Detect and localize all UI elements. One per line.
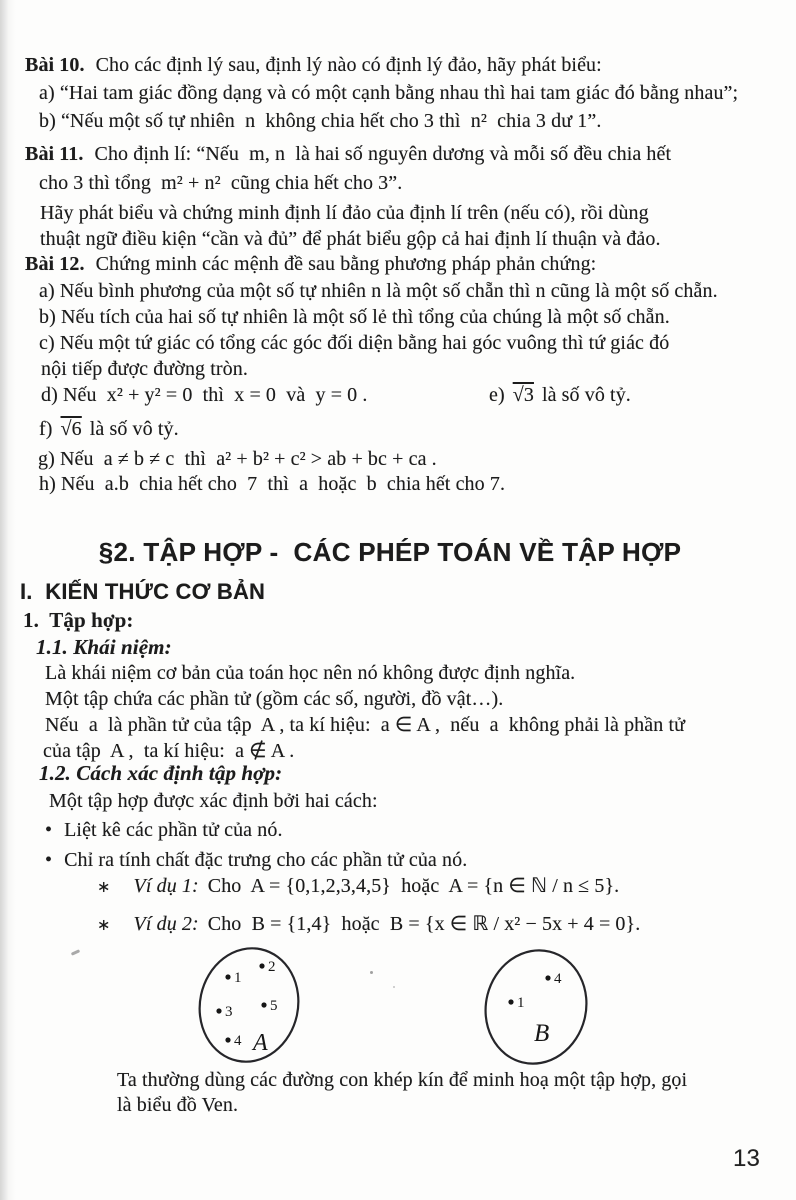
venn-b-dot [508, 999, 513, 1004]
example-1-text: Cho A = {0,1,2,3,4,5} hoặc A = {n ∈ ℕ / n ≤ 5}. [207, 875, 620, 897]
exercise-10-heading [25, 52, 602, 78]
exercise-12-item-a: a) Nếu bình phương của một số tự nhiên n là một số chẵn thì n cũng là một số chẵn. [39, 280, 718, 302]
exercise-11-heading [25, 141, 671, 167]
exercise-12-item-c-line2: nội tiếp được đường tròn. [41, 358, 248, 380]
venn-a-dot [259, 963, 264, 968]
venn-a-point-label: 5 [270, 998, 278, 1014]
exercise-10-item-b: b) “Nếu một số tự nhiên n không chia hết cho 3 thì n² chia 3 dư 1”. [39, 110, 602, 132]
section-heading: §2. TẬP HỢP - CÁC PHÉP TOÁN VỀ TẬP HỢP [98, 537, 682, 567]
subsection-1-heading: 1. Tập hợp: [23, 608, 134, 632]
example-2-line [97, 911, 640, 939]
bullet-item-2 [45, 847, 467, 873]
item-e-prefix: e) [489, 384, 505, 406]
khai-niem-line2: Một tập chứa các phần tử (gồm các số, người, đồ vật…). [45, 688, 504, 710]
venn-a-ellipse [189, 940, 309, 1071]
exercise-12-item-g: g) Nếu a ≠ b ≠ c thì a² + b² + c² > ab + bc + ca . [38, 448, 437, 470]
scan-speck [370, 971, 373, 974]
scan-speck [71, 949, 80, 956]
exercise-11-line3: Hãy phát biểu và chứng minh định lí đảo của định lí trên (nếu có), rồi dùng [40, 202, 649, 224]
exercise-12-item-e [489, 382, 631, 408]
venn-a-point-label: 3 [225, 1004, 233, 1020]
item-e-radical: √3 [512, 384, 534, 406]
venn-a-point-label: 1 [234, 970, 242, 986]
scan-speck [393, 986, 395, 988]
bullet-icon: • [45, 849, 53, 871]
exercise-12-item-f [39, 416, 179, 442]
bullet-icon: • [45, 819, 53, 841]
item-f-radical: √6 [60, 418, 82, 440]
venn-b-point-label: 1 [517, 995, 525, 1011]
venn-caption-line1: Ta thường dùng các đường con khép kín để minh hoạ một tập hợp, gọi [117, 1069, 688, 1091]
subsection-1-1-heading: 1.1. Khái niệm: [36, 635, 172, 659]
venn-a-dot [225, 974, 230, 979]
page-number: 13 [733, 1145, 760, 1172]
venn-b-ellipse [474, 940, 599, 1072]
item-f-prefix: f) [39, 418, 53, 440]
venn-set-b [474, 940, 599, 1072]
exercise-10-label: Bài 10. [25, 54, 85, 76]
bullet-1-text: Liệt kê các phần tử của nó. [64, 819, 283, 841]
exercise-12-intro: Chứng minh các mệnh đề sau bằng phương pháp phản chứng: [95, 253, 597, 275]
exercise-11-line1: Cho định lí: “Nếu m, n là hai số nguyên dương và mỗi số đều chia hết [94, 143, 672, 165]
venn-a-label: A [253, 1030, 268, 1056]
venn-b-label: B [534, 1020, 550, 1047]
venn-b-point-label: 4 [554, 971, 562, 987]
bullet-2-text: Chỉ ra tính chất đặc trưng cho các phần tử của nó. [64, 849, 468, 871]
part-i-heading: I. KIẾN THỨC CƠ BẢN [20, 579, 266, 604]
exercise-12-label: Bài 12. [25, 253, 85, 275]
asterisk-icon: ∗ [97, 917, 111, 934]
khai-niem-line3: Nếu a là phần tử của tập A , ta kí hiệu: a ∈ A , nếu a không phải là phần tử [45, 714, 686, 736]
venn-a-point-label: 2 [268, 959, 276, 975]
bullet-item-1 [45, 817, 283, 843]
venn-b-dot [545, 975, 550, 980]
exercise-12-item-d: d) Nếu x² + y² = 0 thì x = 0 và y = 0 . [41, 384, 368, 406]
asterisk-icon: ∗ [97, 879, 111, 896]
item-e-text: là số vô tỷ. [541, 384, 631, 406]
exercise-12-heading [25, 251, 596, 277]
venn-a-dot [216, 1008, 221, 1013]
venn-a-dot [261, 1002, 266, 1007]
item-f-text: là số vô tỷ. [89, 418, 179, 440]
venn-caption-line2: là biểu đồ Ven. [117, 1094, 239, 1116]
khai-niem-line4: của tập A , ta kí hiệu: a ∉ A . [43, 740, 295, 762]
exercise-10-item-a: a) “Hai tam giác đồng dạng và có một cạnh bằng nhau thì hai tam giác đó bằng nhau”; [39, 82, 739, 104]
khai-niem-line1: Là khái niệm cơ bản của toán học nên nó không được định nghĩa. [45, 662, 576, 684]
exercise-10-intro: Cho các định lý sau, định lý nào có định lý đảo, hãy phát biểu: [95, 54, 602, 76]
subsection-1-2-heading: 1.2. Cách xác định tập hợp: [39, 761, 283, 785]
exercise-11-line4: thuật ngữ điều kiện “cần và đủ” để phát biểu gộp cả hai định lí thuận và đảo. [40, 228, 661, 250]
example-2-text: Cho B = {1,4} hoặc B = {x ∈ ℝ / x² − 5x + 4 = 0}. [207, 913, 641, 935]
exercise-11-label: Bài 11. [25, 143, 84, 165]
example-2-label: Ví dụ 2: [133, 913, 199, 935]
example-1-line [97, 873, 619, 901]
exercise-11-line2: cho 3 thì tổng m² + n² cũng chia hết cho 3”. [39, 172, 403, 194]
exercise-12-item-c-line1: c) Nếu một tứ giác có tổng các góc đối diện bằng hai góc vuông thì tứ giác đó [39, 332, 670, 354]
exercise-12-item-b: b) Nếu tích của hai số tự nhiên là một số lẻ thì tổng của chúng là một số chẵn. [39, 306, 670, 328]
venn-diagram [170, 940, 640, 1072]
exercise-12-item-h: h) Nếu a.b chia hết cho 7 thì a hoặc b chia hết cho 7. [39, 473, 506, 495]
venn-set-a [189, 940, 309, 1071]
venn-a-point-label: 4 [234, 1033, 242, 1049]
sub12-intro: Một tập hợp được xác định bởi hai cách: [49, 790, 378, 812]
venn-a-dot [225, 1037, 230, 1042]
example-1-label: Ví dụ 1: [133, 875, 199, 897]
